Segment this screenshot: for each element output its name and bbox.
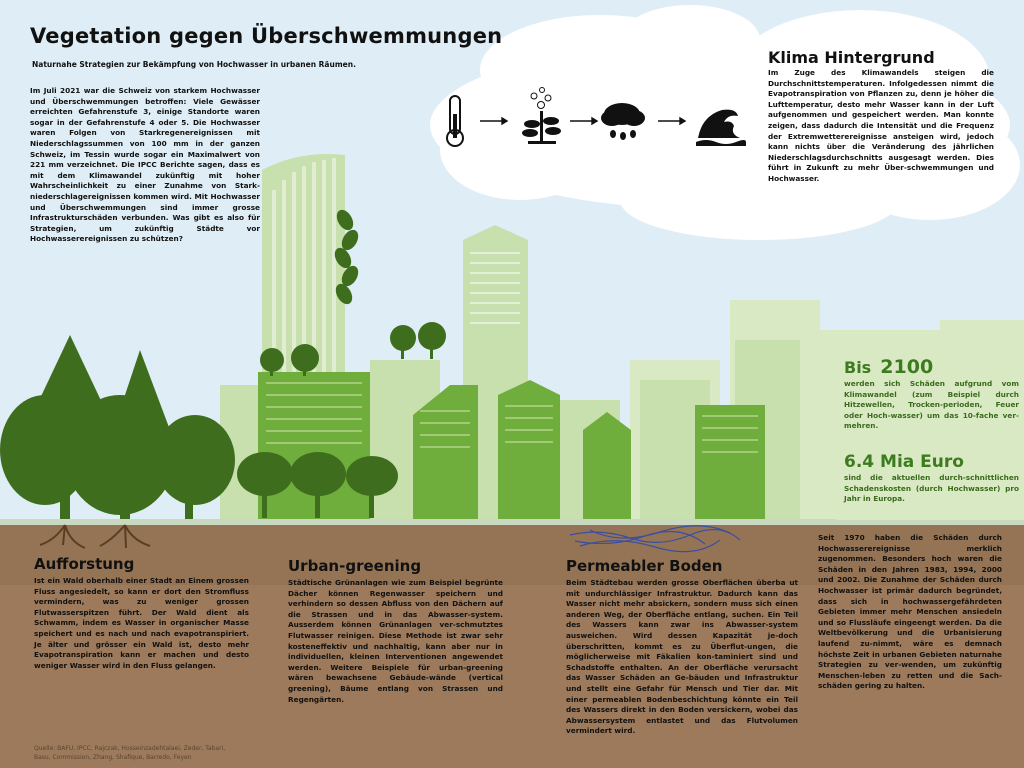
page-subtitle: Naturnahe Strategien zur Bekämpfung von Hochwasser in urbanen Räumen.: [32, 60, 356, 69]
climate-process-icons: [440, 86, 770, 146]
urban-greening-text: Städtische Grünanlagen wie zum Beispiel begrünte Dächer können Regenwasser speichern und verhindern so dessen Abfluss von den Dächern auf die Strassen und in das Abwasser-system. Ausserdem können Grünanlagen ver-schmutztes Flutwasser reinigen. Diese Methode ist zwar sehr kosteneffektiv und nachhaltig, kann aber nur in individuellen, kleinen Interventionen angewendet werden. Weitere Beispiele für urban-greening wären bewachsene Gebäude-wände (vertical greening), Bäume entlang von Strassen und Regengärten.: [288, 578, 503, 704]
stat-2100-prefix: Bis: [844, 358, 872, 377]
wave-icon: [696, 110, 746, 146]
thermometer-icon: [447, 96, 463, 146]
stat-2100: [844, 356, 1019, 432]
stat-euro: [844, 452, 1019, 505]
klima-text: Im Zuge des Klimawandels steigen die Durchschnittstemperaturen. Infolgedessen nimmt die Evapotranspiration von Pflanzen zu, denn je höher die Lufttemperatur, desto mehr Wasser kann in der Luft aufgenommen und gespeichert werden. Man konnte zeigen, dass dadurch die Intensität und die Frequenz der Extremwetterereignisse ansteigen wird, jedoch kann nichts über die Veränderung des jährlichen Niederschlagsdurchschnitts ausgesagt werden. Dies führt in Zukunft zu mehr Über-schwemmungen und Hochwasser.: [768, 68, 994, 183]
plant-evaporation-icon: [522, 88, 561, 145]
permeabler-boden-text: Beim Städtebau werden grosse Oberflächen überba ut mit undurchlässiger Infrastruktur. Dadurch kann das Wasser nicht mehr absickern, sondern muss sich einen anderen Weg, der Oberfläche entlang, suchen. Ein Teil des Wassers kann zwar ins Abwasser-system ausweichen. Wird dessen Kapazität je-doch überschritten, kommt es zu Überflut-ungen, die möglicherweise mit Fäkalien kon-taminiert sind und Schadstoffe enthalten. An der Oberfläche verursacht das Wasser Schäden an Ge-bäuden und Infrastruktur und stellt eine Gefahr für Mensch und Tier dar. Mit einer permeablen Bodenbeschichtung könnte ein Teil des Wassers direkt in den Boden versickern, wobei das Abwassersystem entlastet und das Flutvolumen vermindert wird.: [566, 578, 798, 736]
arrow-icon: [658, 118, 685, 124]
stat-euro-text: sind die aktuellen durch-schnittlichen Schadenskosten (durch Hochwasser) pro Jahr in Europa.: [844, 473, 1019, 504]
arrow-icon: [570, 118, 597, 124]
stat-2100-number: 2100: [880, 356, 934, 378]
aufforstung-title: Aufforstung: [34, 555, 135, 573]
history-text: Seit 1970 haben die Schäden durch Hochwasserereignisse merklich zugenommen. Besonders hoch waren die Schäden in den Jahren 1983, 1994, 2000 und 2002. Die Zunahme der Schäden durch Hochwasser ist primär dadurch begründet, dass sich in hochwassergefährdeten Gebieten immer mehr Menschen ansiedeln und so Flussläufe eingeengt werden. Da die Weltbevölkerung und die Urbanisierung laufend zu-nimmt, wäre es demnach höchste Zeit in urbanen Gebieten naturnahe Strategien zu ver-wenden, um zukünftig Menschen-leben zu retten und die Sach-schäden gering zu halten.: [818, 533, 1002, 691]
aufforstung-text: Ist ein Wald oberhalb einer Stadt an Einem grossen Fluss angesiedelt, so kann er dort den Stromfluss vermindern, was zu weniger grossen Flutwasserspitzen führt. Der Wald dient als Schwamm, indem es Wasser in organischer Masse speichert und es nach und nach evapotranspiriert. Je älter und grösser ein Wald ist, desto mehr Evapotranspiration kann er machen und desto weniger Wasser wird in den Fluss gelangen.: [34, 576, 249, 670]
page-title: Vegetation gegen Überschwemmungen: [30, 24, 503, 48]
permeabler-boden-title: Permeabler Boden: [566, 557, 723, 575]
urban-greening-title: Urban-greening: [288, 557, 422, 575]
arrow-icon: [480, 118, 507, 124]
klima-title: Klima Hintergrund: [768, 48, 935, 67]
stat-euro-number: 6.4 Mia Euro: [844, 452, 964, 472]
intro-paragraph: Im Juli 2021 war die Schweiz von starkem Hochwasser und Überschwemmungen betroffen: Viele Gewässer erreichten Gefahrenstufe 3, einige Standorte waren sogar in der Gefahrenstufe 4 oder 5. Die Hochwasser waren Folgen von Starkregenereignissen mit Niederschlagssummen von 100 mm in der ganzen Schweiz, im Tessin wurde sogar ein Maximalwert von 221 mm verzeichnet. Die IPCC Berichte sagen, dass es mit dem Klimawandel zukünftig mit hoher Wahrscheinlichkeit zu einer Zunahme von Stark-niederschlagereignissen kommen wird. Mit Hochwasser und Überschwemmungen sind immer grosse Infrastrukturschäden verbunden. Was gibt es also für Strategien, um zukünftig Städte vor Hochwasserereignissen zu schützen?: [30, 86, 260, 244]
sources-note: Quelle: BAFU, IPCC, Rajczak, Hosseinzadehtalaei, Zeder, Tabari, Basu, Commission, Zhang, Shafique, Barredo, Feyen: [34, 745, 226, 761]
rain-cloud-icon: [601, 103, 645, 140]
stat-2100-text: werden sich Schäden aufgrund vom Klimawandel (zum Beispiel durch Hitzewellen, Trocken-perioden, Feuer oder Hoch-wasser) um das 10-fache ver-mehren.: [844, 379, 1019, 431]
